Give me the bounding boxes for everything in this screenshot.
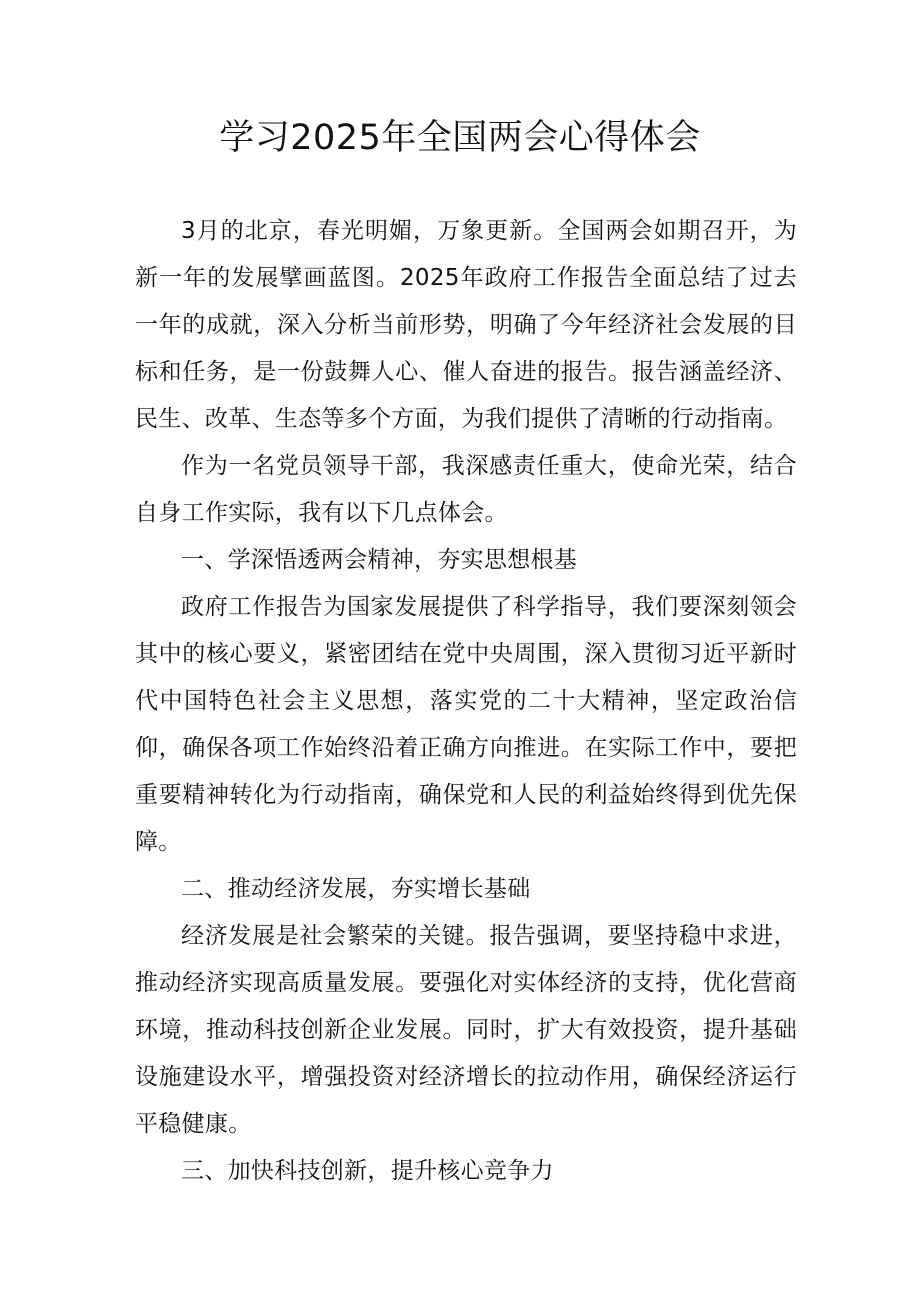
paragraph-section-2: 经济发展是社会繁荣的关键。报告强调，要坚持稳中求进，推动经济实现高质量发展。要强化对实体经济的支持，优化营商环境，推动科技创新企业发展。同时，扩大有效投资，提升基础设施建设水平，增强投资对经济增长的拉动作用，确保经济运行平稳健康。 [135,923,797,1137]
paragraph-intro: 3月的北京，春光明媚，万象更新。全国两会如期召开，为新一年的发展擘画蓝图。2025年政府工作报告全面总结了过去一年的成就，深入分析当前形势，明确了今年经济社会发展的目标和任务，是一份鼓舞人心、催人奋进的报告。报告涵盖经济、民生、改革、生态等多个方面，为我们提供了清晰的行动指南。 [135,218,797,432]
document-title: 学习2025年全国两会心得体会 [219,118,701,158]
document-body [135,208,797,1195]
section-heading-3: 三、加快科技创新，提升核心竞争力 [181,1158,554,1184]
section-heading-2: 二、推动经济发展，夯实增长基础 [181,876,531,902]
section-heading-1: 一、学深悟透两会精神，夯实思想根基 [181,547,578,573]
paragraph-section-1: 政府工作报告为国家发展提供了科学指导，我们要深刻领会其中的核心要义，紧密团结在党中央周围，深入贯彻习近平新时代中国特色社会主义思想，落实党的二十大精神，坚定政治信仰，确保各项工作始终沿着正确方向推进。在实际工作中，要把重要精神转化为行动指南，确保党和人民的利益始终得到优先保障。 [135,594,797,855]
paragraph-reflection: 作为一名党员领导干部，我深感责任重大，使命光荣，结合自身工作实际，我有以下几点体会。 [135,453,797,526]
